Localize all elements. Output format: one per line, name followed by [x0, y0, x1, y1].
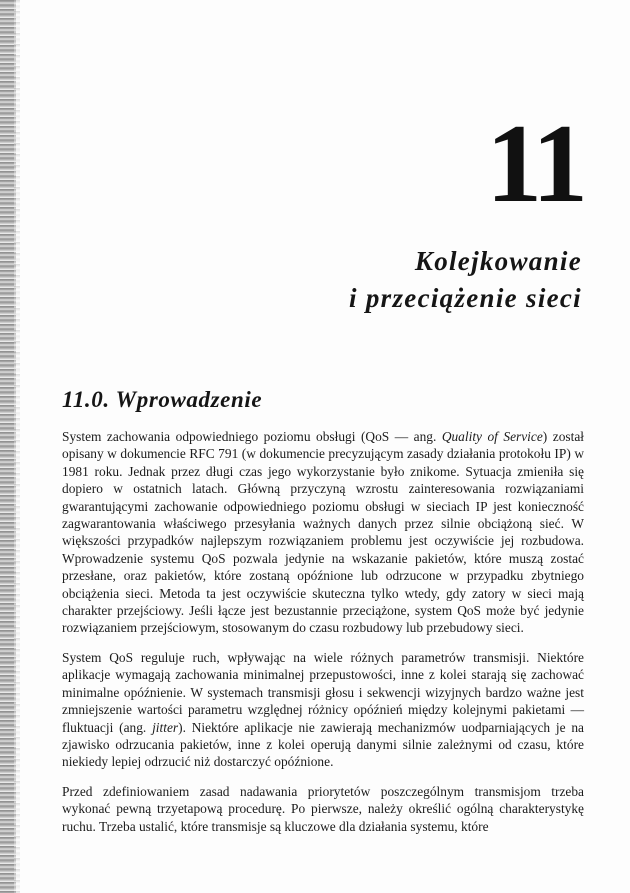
paragraph-text: System QoS reguluje ruch, wpływając na wiele różnych parametrów transmisji. Niektóre aplikacje wymagają zachowania minimalnej przepustowości, inne z kolei starają się zachować minimalne opóźnienie. W systemach transmisji głosu i sekwencji wizyjnych bardzo ważne jest zmniejszenie wartości parametru względnej różnicy opóźnień między kolejnymi pakietami — fluktuacji (ang.	[62, 649, 584, 735]
paragraph	[62, 649, 584, 771]
scan-binding-shadow	[14, 0, 20, 893]
paragraph-text: Przed zdefiniowaniem zasad nadawania priorytetów poszczególnym transmisjom trzeba wykonać pewną trzyetapową procedurę. Po pierwsze, należy określić ogólną charakterystykę ruchu. Trzeba ustalić, które transmisje są kluczowe dla działania systemu, które	[62, 783, 584, 834]
paragraph	[62, 783, 584, 835]
paragraph-emphasis: jitter	[152, 719, 179, 735]
paragraph-text: ). Niektóre aplikacje nie zawierają mechanizmów uodparniających je na zjawisko odrzucania pakietów, inne z kolei operują danymi silnie zależnymi od czasu, które niekiedy lepiej odrzucić niż dostarczyć opóźnione.	[62, 719, 584, 770]
paragraph	[62, 428, 584, 637]
paragraph-text: ) został opisany w dokumencie RFC 791 (w dokumencie precyzującym zasady działania protokołu IP) w 1981 roku. Jednak przez długi czas jego wykorzystanie było znikome. Sytuacja zmieniła się dopiero w ostatnich latach. Główną przyczyną wzrostu zainteresowania rozwiązaniami gwarantującymi zachowanie odpowiedniego poziomu obsługi w sieciach IP jest konieczność zagwarantowania właściwego przesyłania ważnych danych przez silnie obciążoną sieć. W większości przypadków najlepszym rozwiązaniem problemu jest oczywiście jej rozbudowa. Wprowadzenie systemu QoS pozwala jedynie na wskazanie pakietów, które muszą zostać przesłane, oraz pakietów, które zostaną opóźnione lub odrzucone w przypadku zbytniego obciążenia sieci. Metoda ta jest oczywiście skuteczna tylko wtedy, gdy zatory w sieci mają charakter przejściowy. Jeśli łącze jest bezustannie przeciążone, system QoS może być jedynie rozwiązaniem przejściowym, stosowanym do czasu rozbudowy lub przebudowy sieci.	[62, 429, 584, 636]
paragraph-emphasis: Quality of Service	[441, 429, 543, 444]
body-text	[62, 428, 584, 847]
paragraph-text: System zachowania odpowiedniego poziomu obsługi (QoS — ang.	[62, 429, 442, 444]
chapter-title-line-1: Kolejkowanie	[414, 246, 582, 276]
chapter-title	[349, 243, 582, 317]
chapter-title-line-2: i przeciążenie sieci	[349, 283, 582, 313]
chapter-number: 11	[486, 102, 584, 226]
section-title: 11.0. Wprowadzenie	[62, 387, 263, 412]
